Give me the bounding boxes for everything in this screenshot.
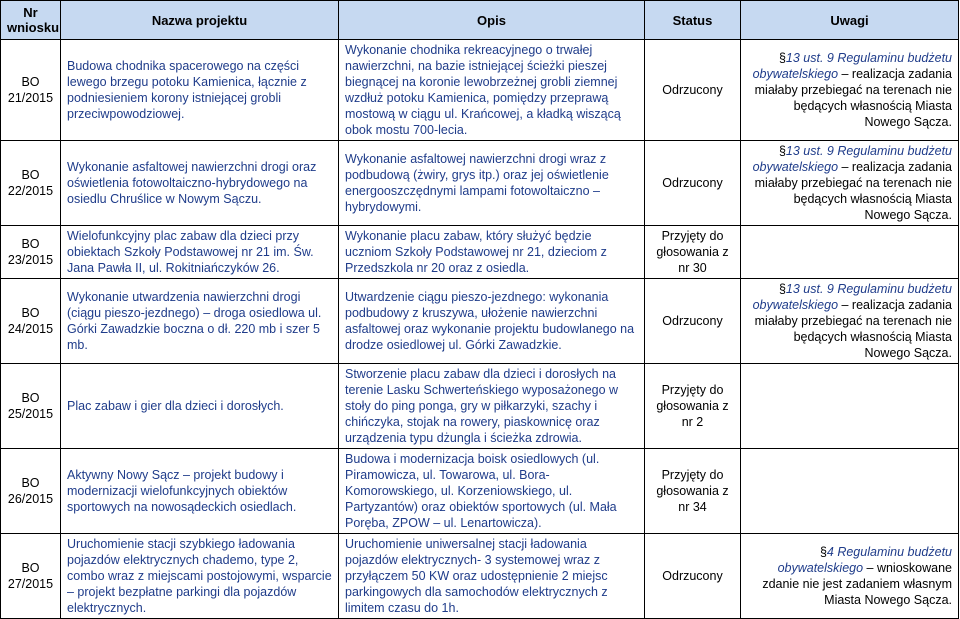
cell-opis: Wykonanie chodnika rekreacyjnego o trwałej nawierzchni, na bazie istniejącej ścieżki pieszej biegnącej na koronie lewobrzeżnej grobli ziemnej wzdłuż potoku Kamienica, pomiędzy przeprawą mostową w ciągu ul. Krańcowej, a kładką wiszącą obok mostu 700-lecia. (339, 40, 645, 141)
header-opis: Opis (339, 1, 645, 40)
table-row (1, 364, 959, 449)
cell-opis: Stworzenie placu zabaw dla dzieci i dorosłych na terenie Lasku Schwerteńskiego wyposażonego w stoły do ping ponga, gry w piłkarzyki, szachy i chińczyka, stojak na rowery, piaskownicę oraz urządzenia typu dżungla i ścieżka zdrowia. (339, 364, 645, 449)
cell-nr: BO 24/2015 (1, 279, 61, 364)
cell-nazwa: Wykonanie utwardzenia nawierzchni drogi (ciągu pieszo-jezdnego) – droga osiedlowa ul. Górki Zawadzkie boczna o dł. 220 mb i szer 5 mb. (61, 279, 339, 364)
cell-nr: BO 27/2015 (1, 534, 61, 619)
cell-status: Odrzucony (645, 534, 741, 619)
uwagi-text: – wnioskowane zdanie nie jest zadaniem własnym Miasta Nowego Sącza. (762, 561, 952, 607)
cell-nazwa: Plac zabaw i gier dla dzieci i dorosłych. (61, 364, 339, 449)
cell-nr: BO 26/2015 (1, 449, 61, 534)
header-uwagi: Uwagi (741, 1, 959, 40)
cell-nr: BO 21/2015 (1, 40, 61, 141)
cell-nazwa: Budowa chodnika spacerowego na części lewego brzegu potoku Kamienica, łącznie z podniesieniem korony istniejącej grobli przeciwpowodziowej. (61, 40, 339, 141)
table-row (1, 226, 959, 279)
table-row (1, 449, 959, 534)
uwagi-reference: 13 ust. 9 Regulaminu budżetu obywatelskiego (752, 144, 952, 174)
cell-nr: BO 23/2015 (1, 226, 61, 279)
cell-nazwa: Aktywny Nowy Sącz – projekt budowy i modernizacji wielofunkcyjnych obiektów sportowych na nowosądeckich osiedlach. (61, 449, 339, 534)
cell-status: Przyjęty do głosowania z nr 34 (645, 449, 741, 534)
cell-uwagi (741, 364, 959, 449)
cell-nazwa: Wykonanie asfaltowej nawierzchni drogi oraz oświetlenia fotowoltaiczno-hybrydowego na osiedlu Chruślice w Nowym Sączu. (61, 141, 339, 226)
cell-uwagi (741, 226, 959, 279)
cell-opis: Wykonanie placu zabaw, który służyć będzie uczniom Szkoły Podstawowej nr 21, dzieciom z Przedszkola nr 20 oraz z osiedla. (339, 226, 645, 279)
uwagi-text: – realizacja zadania miałaby przebiegać na terenach nie będących własnością Miasta Nowego Sącza. (754, 298, 952, 360)
cell-uwagi: §13 ust. 9 Regulaminu budżetu obywatelskiego – realizacja zadania miałaby przebiegać na terenach nie będących własnością Miasta Nowego Sącza. (741, 40, 959, 141)
table-row (1, 40, 959, 141)
header-status: Status (645, 1, 741, 40)
cell-opis: Utwardzenie ciągu pieszo-jezdnego: wykonania podbudowy z kruszywa, ułożenie nawierzchni asfaltowej oraz wykonanie projektu budowlanego na drodze osiedlowej ul. Górki Zawadzkie. (339, 279, 645, 364)
header-nr: Nr wniosku (1, 1, 61, 40)
cell-status: Przyjęty do głosowania z nr 30 (645, 226, 741, 279)
cell-uwagi: §13 ust. 9 Regulaminu budżetu obywatelskiego – realizacja zadania miałaby przebiegać na terenach nie będących własnością Miasta Nowego Sącza. (741, 279, 959, 364)
cell-status: Odrzucony (645, 279, 741, 364)
cell-nazwa: Wielofunkcyjny plac zabaw dla dzieci przy obiektach Szkoły Podstawowej nr 21 im. Św. Jana Pawła II, ul. Rokitniańczyków 26. (61, 226, 339, 279)
table-row (1, 534, 959, 619)
uwagi-text: – realizacja zadania miałaby przebiegać na terenach nie będących własnością Miasta Nowego Sącza. (754, 67, 952, 129)
header-nazwa: Nazwa projektu (61, 1, 339, 40)
cell-opis: Wykonanie asfaltowej nawierzchni drogi wraz z podbudową (żwiry, grys itp.) oraz jej oświetlenie energooszczędnymi lampami fotowoltaiczno – hybrydowymi. (339, 141, 645, 226)
cell-status: Przyjęty do głosowania z nr 2 (645, 364, 741, 449)
cell-uwagi: §4 Regulaminu budżetu obywatelskiego – wnioskowane zdanie nie jest zadaniem własnym Miasta Nowego Sącza. (741, 534, 959, 619)
cell-uwagi: §13 ust. 9 Regulaminu budżetu obywatelskiego – realizacja zadania miałaby przebiegać na terenach nie będących własnością Miasta Nowego Sącza. (741, 141, 959, 226)
cell-nr: BO 22/2015 (1, 141, 61, 226)
uwagi-reference: 4 Regulaminu budżetu obywatelskiego (777, 545, 952, 575)
table-row (1, 141, 959, 226)
cell-opis: Budowa i modernizacja boisk osiedlowych (ul. Piramowicza, ul. Towarowa, ul. Bora-Komorowskiego, ul. Korzeniowskiego, ul. Partyzantów) oraz obiektów sportowych (ul. Mała Poręba, ZPOW – ul. Lenartowicza). (339, 449, 645, 534)
table-row (1, 279, 959, 364)
uwagi-reference: 13 ust. 9 Regulaminu budżetu obywatelskiego (752, 51, 952, 81)
header-row (1, 1, 959, 40)
uwagi-reference: 13 ust. 9 Regulaminu budżetu obywatelskiego (752, 282, 952, 312)
uwagi-text: – realizacja zadania miałaby przebiegać na terenach nie będących własnością Miasta Nowego Sącza. (754, 160, 952, 222)
cell-nazwa: Uruchomienie stacji szybkiego ładowania pojazdów elektrycznych chademo, type 2, combo wraz z miejscami postojowymi, wsparcie – projekt bezpłatne parkingi dla pojazdów elektrycznych. (61, 534, 339, 619)
cell-uwagi (741, 449, 959, 534)
cell-status: Odrzucony (645, 141, 741, 226)
cell-opis: Uruchomienie uniwersalnej stacji ładowania pojazdów elektrycznych- 3 systemowej wraz z przyłączem 50 KW oraz udostępnienie 2 miejsc parkingowych dla samochodów elektrycznych z limitem czasu do 1h. (339, 534, 645, 619)
cell-nr: BO 25/2015 (1, 364, 61, 449)
cell-status: Odrzucony (645, 40, 741, 141)
